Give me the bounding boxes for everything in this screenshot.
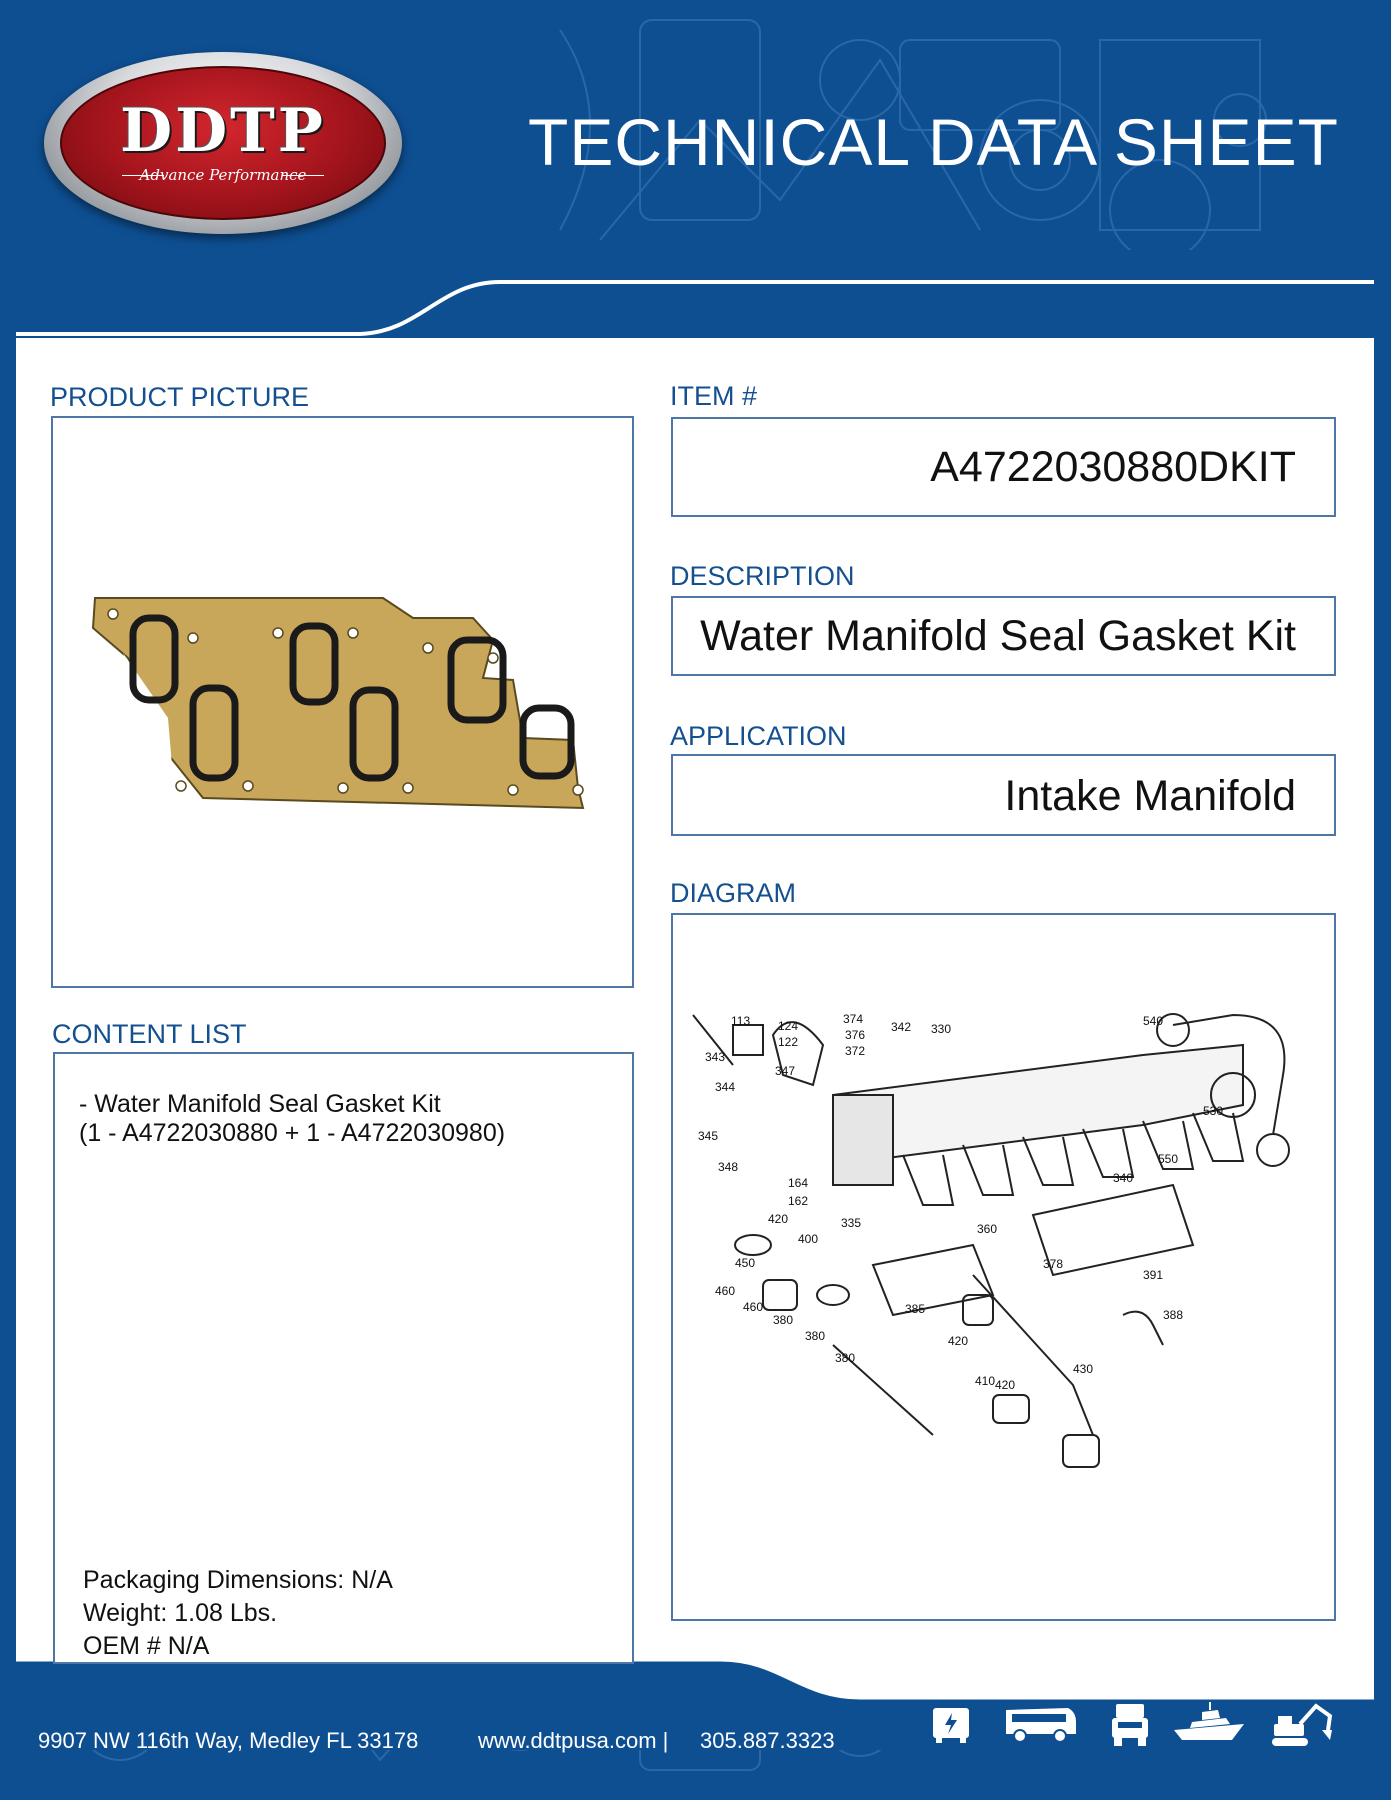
gasket-image — [53, 418, 632, 986]
footer-website[interactable]: www.ddtpusa.com | — [478, 1728, 669, 1753]
diagram-label: DIAGRAM — [670, 878, 797, 908]
diagram-callout: 343 — [705, 1050, 726, 1064]
diagram-callout: 113 — [731, 1014, 751, 1028]
logo-text: DDTP — [120, 96, 326, 166]
packaging-dimensions: Packaging Dimensions: N/A — [83, 1566, 393, 1594]
diagram-callout: 330 — [931, 1022, 952, 1036]
diagram-callout: 420 — [995, 1378, 1016, 1392]
diagram-callout: 122 — [778, 1035, 799, 1049]
diagram-callout: 400 — [798, 1232, 819, 1246]
item-number-label: ITEM # — [670, 381, 758, 411]
item-number-box — [671, 417, 1336, 517]
diagram-callout: 460 — [743, 1300, 764, 1314]
diagram-callout: 376 — [845, 1028, 866, 1042]
diagram-callout: 380 — [805, 1329, 826, 1343]
diagram-callout: 347 — [775, 1064, 796, 1078]
diagram-callout: 450 — [735, 1256, 756, 1270]
page-title: TECHNICAL DATA SHEET — [528, 105, 1339, 179]
oem-number: OEM # N/A — [83, 1632, 210, 1660]
ddtp-logo — [44, 52, 402, 234]
bus-icon — [1002, 1700, 1078, 1746]
description-box — [671, 596, 1336, 676]
diagram-callout: 430 — [1073, 1362, 1094, 1376]
generator-icon — [930, 1700, 972, 1746]
application-box — [671, 754, 1336, 836]
diagram-callout: 540 — [1143, 1014, 1164, 1028]
diagram-callout: 342 — [891, 1020, 912, 1034]
diagram-callout: 391 — [1143, 1268, 1164, 1282]
diagram-callout: 164 — [788, 1176, 809, 1190]
diagram-callout: 385 — [905, 1302, 926, 1316]
excavator-icon — [1270, 1700, 1336, 1748]
item-number-value: A4722030880DKIT — [930, 443, 1296, 491]
description-label: DESCRIPTION — [670, 561, 855, 591]
diagram-callout: 335 — [841, 1216, 862, 1230]
truck-icon — [1108, 1700, 1152, 1750]
product-picture-label: PRODUCT PICTURE — [50, 382, 310, 412]
diagram-callout: 380 — [773, 1313, 794, 1327]
diagram-callout: 388 — [1163, 1308, 1184, 1322]
content-list-label: CONTENT LIST — [52, 1019, 247, 1049]
diagram-callout: 410 — [975, 1374, 996, 1388]
diagram-callout: 460 — [715, 1284, 736, 1298]
header-wave-divider — [0, 250, 1391, 360]
content-list-box — [53, 1052, 634, 1664]
application-label: APPLICATION — [670, 721, 847, 751]
diagram-callout: 372 — [845, 1044, 866, 1058]
diagram-callout: 380 — [835, 1351, 856, 1365]
footer-address: 9907 NW 116th Way, Medley FL 33178 — [38, 1728, 419, 1753]
description-value: Water Manifold Seal Gasket Kit — [700, 612, 1296, 660]
diagram-callout: 345 — [698, 1129, 719, 1143]
diagram-callout: 162 — [788, 1194, 809, 1208]
diagram-callout: 340 — [1113, 1171, 1134, 1185]
product-picture-box — [51, 416, 634, 988]
diagram-callout: 360 — [977, 1222, 998, 1236]
diagram-callout: 348 — [718, 1160, 739, 1174]
weight: Weight: 1.08 Lbs. — [83, 1599, 278, 1627]
content-line-1: - Water Manifold Seal Gasket Kit — [79, 1090, 441, 1118]
diagram-callout: 378 — [1043, 1257, 1064, 1271]
content-line-2: (1 - A4722030880 + 1 - A4722030980) — [79, 1119, 506, 1147]
diagram-callout: 530 — [1203, 1104, 1224, 1118]
diagram-box — [671, 913, 1336, 1621]
exploded-parts-diagram — [673, 915, 1334, 1619]
diagram-callout: 374 — [843, 1012, 864, 1026]
diagram-callout: 420 — [948, 1334, 969, 1348]
diagram-callout: 550 — [1158, 1152, 1179, 1166]
logo-tagline: Advance Performance — [139, 166, 307, 184]
diagram-callout: 124 — [778, 1019, 799, 1033]
yacht-icon — [1172, 1700, 1246, 1746]
diagram-callout: 420 — [768, 1212, 789, 1226]
diagram-callout: 344 — [715, 1080, 736, 1094]
application-value: Intake Manifold — [1004, 772, 1296, 820]
footer-phone[interactable]: 305.887.3323 — [700, 1728, 835, 1753]
